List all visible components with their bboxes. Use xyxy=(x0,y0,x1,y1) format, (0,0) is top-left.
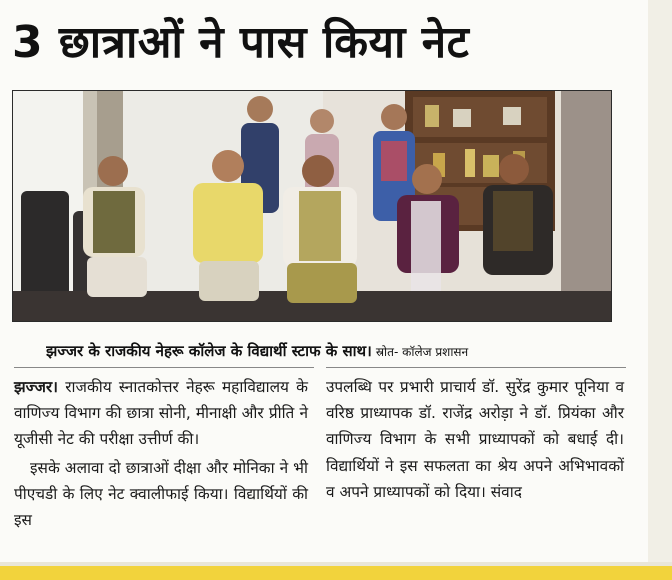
bottom-yellow-bar xyxy=(0,566,672,580)
byline: संवाद xyxy=(490,482,522,501)
article-paragraph-3 xyxy=(326,374,624,505)
headline: 3 छात्राओं ने पास किया नेट xyxy=(12,17,470,68)
adjacent-column-strip xyxy=(648,0,672,580)
article-column-left xyxy=(14,374,308,535)
article-column-right xyxy=(326,374,624,507)
group-photo xyxy=(12,90,612,322)
photo-caption xyxy=(46,338,636,364)
dateline: झज्जर। xyxy=(14,378,58,396)
group-photo-illustration xyxy=(13,91,611,321)
column-rule-right xyxy=(326,367,626,368)
article-paragraph-1 xyxy=(14,374,308,453)
column-rule-left xyxy=(14,367,314,368)
paragraph-1-text: राजकीय स्नातकोत्तर नेहरू महाविद्यालय के वाणिज्य विभाग की छात्रा सोनी, मीनाक्षी और प्रीति ने यूजीसी नेट की परीक्षा उत्तीर्ण की। xyxy=(14,378,308,449)
paragraph-3-text: उपलब्धि पर प्रभारी प्राचार्य डॉ. सुरेंद्र कुमार पूनिया व वरिष्ठ प्राध्यापक डॉ. राजेंद्र अरोड़ा ने डॉ. प्रियंका और वाणिज्य विभाग के सभी प्राध्यापकों को बधाई दी। विद्यार्थियों ने इस सफलता का श्रेय अपने अभिभावकों व अपने प्राध्यापकों को दिया। xyxy=(326,378,624,501)
caption-source: स्रोत- कॉलेज प्रशासन xyxy=(375,345,469,359)
caption-text: झज्जर के राजकीय नेहरू कॉलेज के विद्यार्थी स्टाफ के साथ। xyxy=(46,342,372,360)
article-paragraph-2: इसके अलावा दो छात्राओं दीक्षा और मोनिका ने भी पीएचडी के लिए नेट क्वालीफाई किया। विद्यार्थियों की इस xyxy=(14,458,308,530)
